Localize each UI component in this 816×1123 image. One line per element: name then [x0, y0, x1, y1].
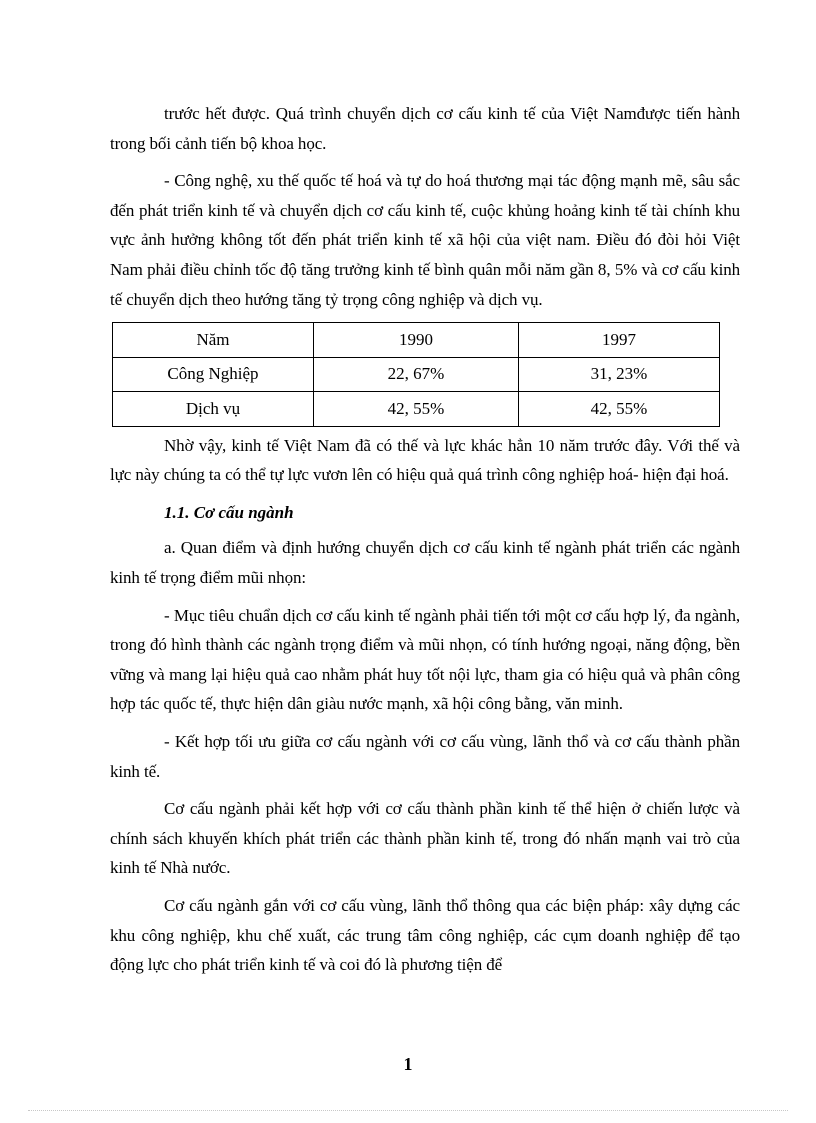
paragraph-economic-sectors: Cơ cấu ngành phải kết hợp với cơ cấu thành phần kinh tế thể hiện ở chiến lược và chính sách khuyến khích phát triển các thành phần kinh tế, trong đó nhấn mạnh vai trò của kinh tế Nhà nước. [110, 799, 740, 878]
table-cell: 42, 55% [519, 392, 720, 427]
table-header-cell: 1990 [314, 323, 519, 358]
paragraph-intro: trước hết được. Quá trình chuyển dịch cơ cấu kinh tế của Việt Namđược tiến hành trong bối cảnh tiến bộ khoa học. [110, 104, 740, 153]
table-cell: 31, 23% [519, 357, 720, 392]
paragraph-goal: - Mục tiêu chuẩn dịch cơ cấu kinh tế ngành phải tiến tới một cơ cấu hợp lý, đa ngành, trong đó hình thành các ngành trọng điểm và mũi nhọn, có tính hướng ngoại, năng động, bền vững và mang lại hiệu quả cao nhằm phát huy tốt nội lực, tham gia có hiệu quả và phân công hợp tác quốc tế, thực hiện dân giàu nước mạnh, xã hội công bằng, văn minh. [110, 605, 740, 714]
table-row [113, 392, 720, 427]
page-number: 1 [403, 1054, 413, 1074]
table-cell: 42, 55% [314, 392, 519, 427]
table-cell: Dịch vụ [113, 392, 314, 427]
footer-divider [28, 1110, 788, 1111]
paragraph-section-a: a. Quan điểm và định hướng chuyển dịch cơ cấu kinh tế ngành phát triển các ngành kinh tế trọng điểm mũi nhọn: [110, 538, 740, 588]
table-cell: 22, 67% [314, 357, 519, 392]
table-cell: Công Nghiệp [113, 357, 314, 392]
paragraph-regions: Cơ cấu ngành gắn với cơ cấu vùng, lãnh thổ thông qua các biện pháp: xây dựng các khu công nghiệp, khu chế xuất, các trung tâm công nghiệp, các cụm doanh nghiệp để tạo động lực cho phát triển kinh tế và coi đó là phương tiện để [110, 895, 740, 975]
paragraph-after-table: Nhờ vậy, kinh tế Việt Nam đã có thế và lực khác hẳn 10 năm trước đây. Với thế và lực này chúng ta có thể tự lực vươn lên có hiệu quả quá trình công nghiệp hoá- hiện đại hoá. [110, 435, 740, 485]
table-row [113, 357, 720, 392]
paragraph-combination: - Kết hợp tối ưu giữa cơ cấu ngành với cơ cấu vùng, lãnh thổ và cơ cấu thành phần kinh tế. [110, 732, 740, 781]
page-content [110, 99, 740, 988]
table-header-cell: 1997 [519, 323, 720, 358]
paragraph-technology: - Công nghệ, xu thế quốc tế hoá và tự do hoá thương mại tác động mạnh mẽ, sâu sắc đến phát triển kinh tế và chuyển dịch cơ cấu kinh tế, cuộc khủng hoảng kinh tế tài chính khu vực ảnh hưởng không tốt đến phát triển kinh tế xã hội của việt nam. Điều đó đòi hỏi Việt Nam phải điều chỉnh tốc độ tăng trưởng kinh tế bình quân mỗi năm gần 8, 5% và cơ cấu kinh tế chuyển dịch theo hướng tăng tỷ trọng công nghiệp và dịch vụ. [110, 171, 740, 309]
data-table [112, 322, 720, 427]
table-header-cell: Năm [113, 323, 314, 358]
section-heading: 1.1. Cơ cấu ngành [164, 502, 294, 522]
table-header-row [113, 323, 720, 358]
